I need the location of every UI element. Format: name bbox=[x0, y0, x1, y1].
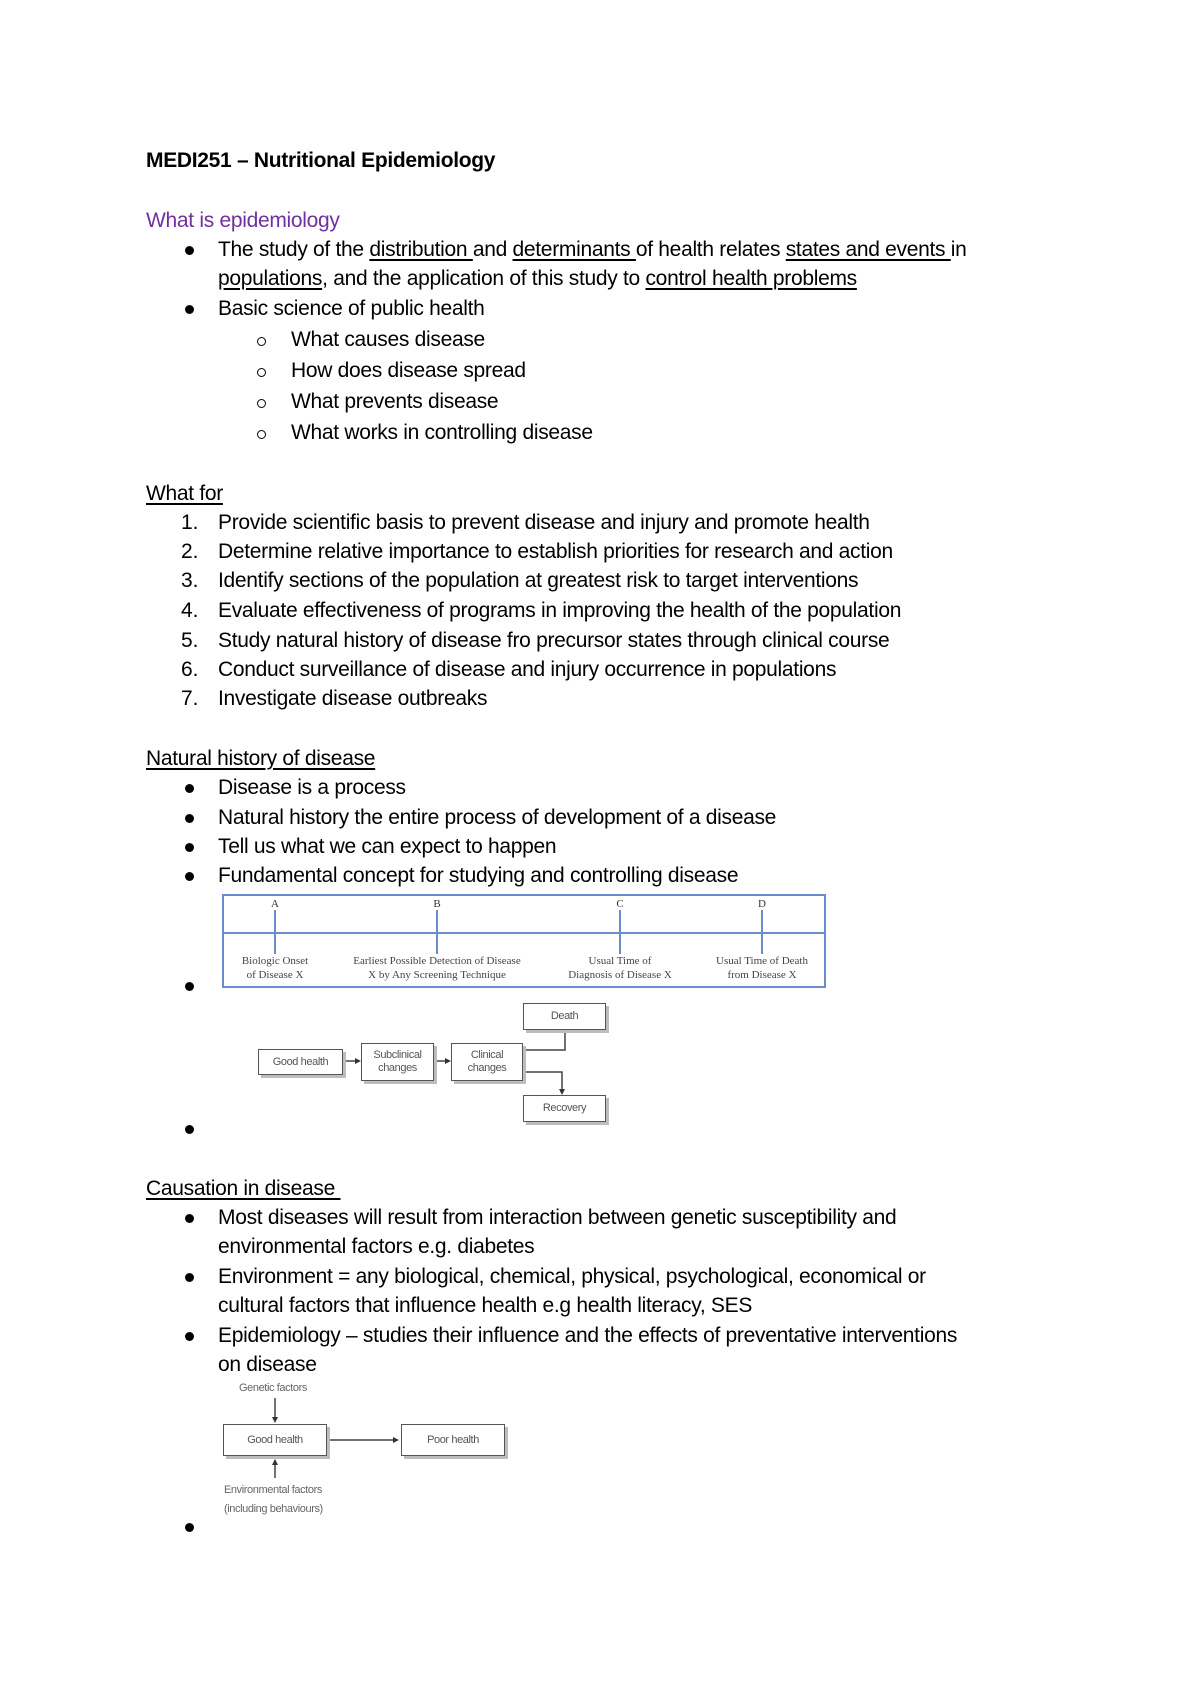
timeline-point-label: A bbox=[271, 898, 279, 910]
text: and bbox=[472, 238, 513, 261]
sub-list-item: What prevents disease bbox=[291, 390, 499, 413]
list-item-line-2: environmental factors e.g. diabetes bbox=[218, 1235, 535, 1258]
list-number: 4. bbox=[181, 599, 199, 622]
flow-box-death: Death bbox=[523, 1003, 606, 1030]
list-item: Basic science of public health bbox=[218, 297, 485, 320]
list-item: Fundamental concept for studying and controlling disease bbox=[218, 864, 739, 887]
underlined-term-control-health-problems: control health problems bbox=[645, 267, 857, 290]
list-item-line-2: on disease bbox=[218, 1353, 317, 1376]
timeline-point-label: D bbox=[758, 898, 766, 910]
underlined-term-distribution: distribution bbox=[369, 238, 473, 261]
text: of Disease X bbox=[246, 969, 304, 981]
diagram-box-poor-health: Poor health bbox=[401, 1424, 505, 1456]
section-heading-what-is-epidemiology: What is epidemiology bbox=[146, 209, 340, 232]
underlined-term-determinants: determinants bbox=[512, 238, 636, 261]
diagram-box-good-health: Good health bbox=[223, 1424, 327, 1456]
heading-text: What for bbox=[146, 482, 223, 505]
text: changes bbox=[378, 1062, 417, 1074]
list-item: Natural history the entire process of development of a disease bbox=[218, 806, 777, 829]
environmental-factors-sublabel: (including behaviours) bbox=[224, 1503, 323, 1515]
text: Earliest Possible Detection of Disease bbox=[353, 955, 521, 967]
document-title: MEDI251 – Nutritional Epidemiology bbox=[146, 149, 496, 172]
underlined-term-populations: populations bbox=[218, 267, 323, 290]
list-number: 6. bbox=[181, 658, 199, 681]
list-item-line-1: Environment = any biological, chemical, physical, psychological, economical or bbox=[218, 1265, 926, 1288]
list-number: 7. bbox=[181, 687, 199, 710]
timeline-point-label: B bbox=[433, 898, 441, 910]
underlined-term-states-events: states and events bbox=[785, 238, 951, 261]
list-number: 3. bbox=[181, 569, 199, 592]
sub-list-item: What causes disease bbox=[291, 328, 485, 351]
text: from Disease X bbox=[727, 969, 797, 981]
genetic-factors-label: Genetic factors bbox=[239, 1382, 307, 1394]
numbered-item: Conduct surveillance of disease and injury occurrence in populations bbox=[218, 658, 837, 681]
numbered-item: Investigate disease outbreaks bbox=[218, 687, 488, 710]
text: changes bbox=[467, 1062, 507, 1074]
text: The study of the bbox=[218, 238, 370, 261]
list-item-line-1: Most diseases will result from interaction between genetic susceptibility and bbox=[218, 1206, 897, 1229]
list-item: Disease is a process bbox=[218, 776, 406, 799]
list-number: 2. bbox=[181, 540, 199, 563]
list-number: 5. bbox=[181, 629, 199, 652]
numbered-item: Evaluate effectiveness of programs in improving the health of the population bbox=[218, 599, 902, 622]
numbered-item: Identify sections of the population at greatest risk to target interventions bbox=[218, 569, 859, 592]
environmental-factors-label: Environmental factors bbox=[224, 1484, 322, 1496]
numbered-item: Determine relative importance to establish priorities for research and action bbox=[218, 540, 893, 563]
numbered-item: Provide scientific basis to prevent disease and injury and promote health bbox=[218, 511, 870, 534]
list-item: Tell us what we can expect to happen bbox=[218, 835, 557, 858]
text: , and the application of this study to bbox=[322, 267, 646, 290]
list-number: 1. bbox=[181, 511, 199, 534]
text: Usual Time of bbox=[588, 955, 652, 967]
flow-box-recovery: Recovery bbox=[523, 1095, 606, 1122]
text: Biologic Onset bbox=[241, 955, 309, 967]
text: Subclinical bbox=[373, 1049, 422, 1061]
list-item-line-1: Epidemiology – studies their influence and the effects of preventative interventions bbox=[218, 1324, 958, 1347]
text: Clinical bbox=[470, 1049, 504, 1061]
heading-text: Causation in disease bbox=[146, 1177, 341, 1200]
list-item-line-2: cultural factors that influence health e.g health literacy, SES bbox=[218, 1294, 753, 1317]
text: X by Any Screening Technique bbox=[368, 969, 506, 981]
text: Diagnosis of Disease X bbox=[568, 969, 672, 981]
text: Usual Time of Death bbox=[716, 955, 808, 967]
timeline-point-label: C bbox=[616, 898, 624, 910]
sub-list-item: How does disease spread bbox=[291, 359, 526, 382]
text: of health relates bbox=[635, 238, 786, 261]
flow-box-good-health: Good health bbox=[258, 1049, 343, 1075]
numbered-item: Study natural history of disease fro precursor states through clinical course bbox=[218, 629, 890, 652]
sub-list-item: What works in controlling disease bbox=[291, 421, 593, 444]
heading-text: Natural history of disease bbox=[146, 747, 376, 770]
text: in bbox=[950, 238, 967, 261]
